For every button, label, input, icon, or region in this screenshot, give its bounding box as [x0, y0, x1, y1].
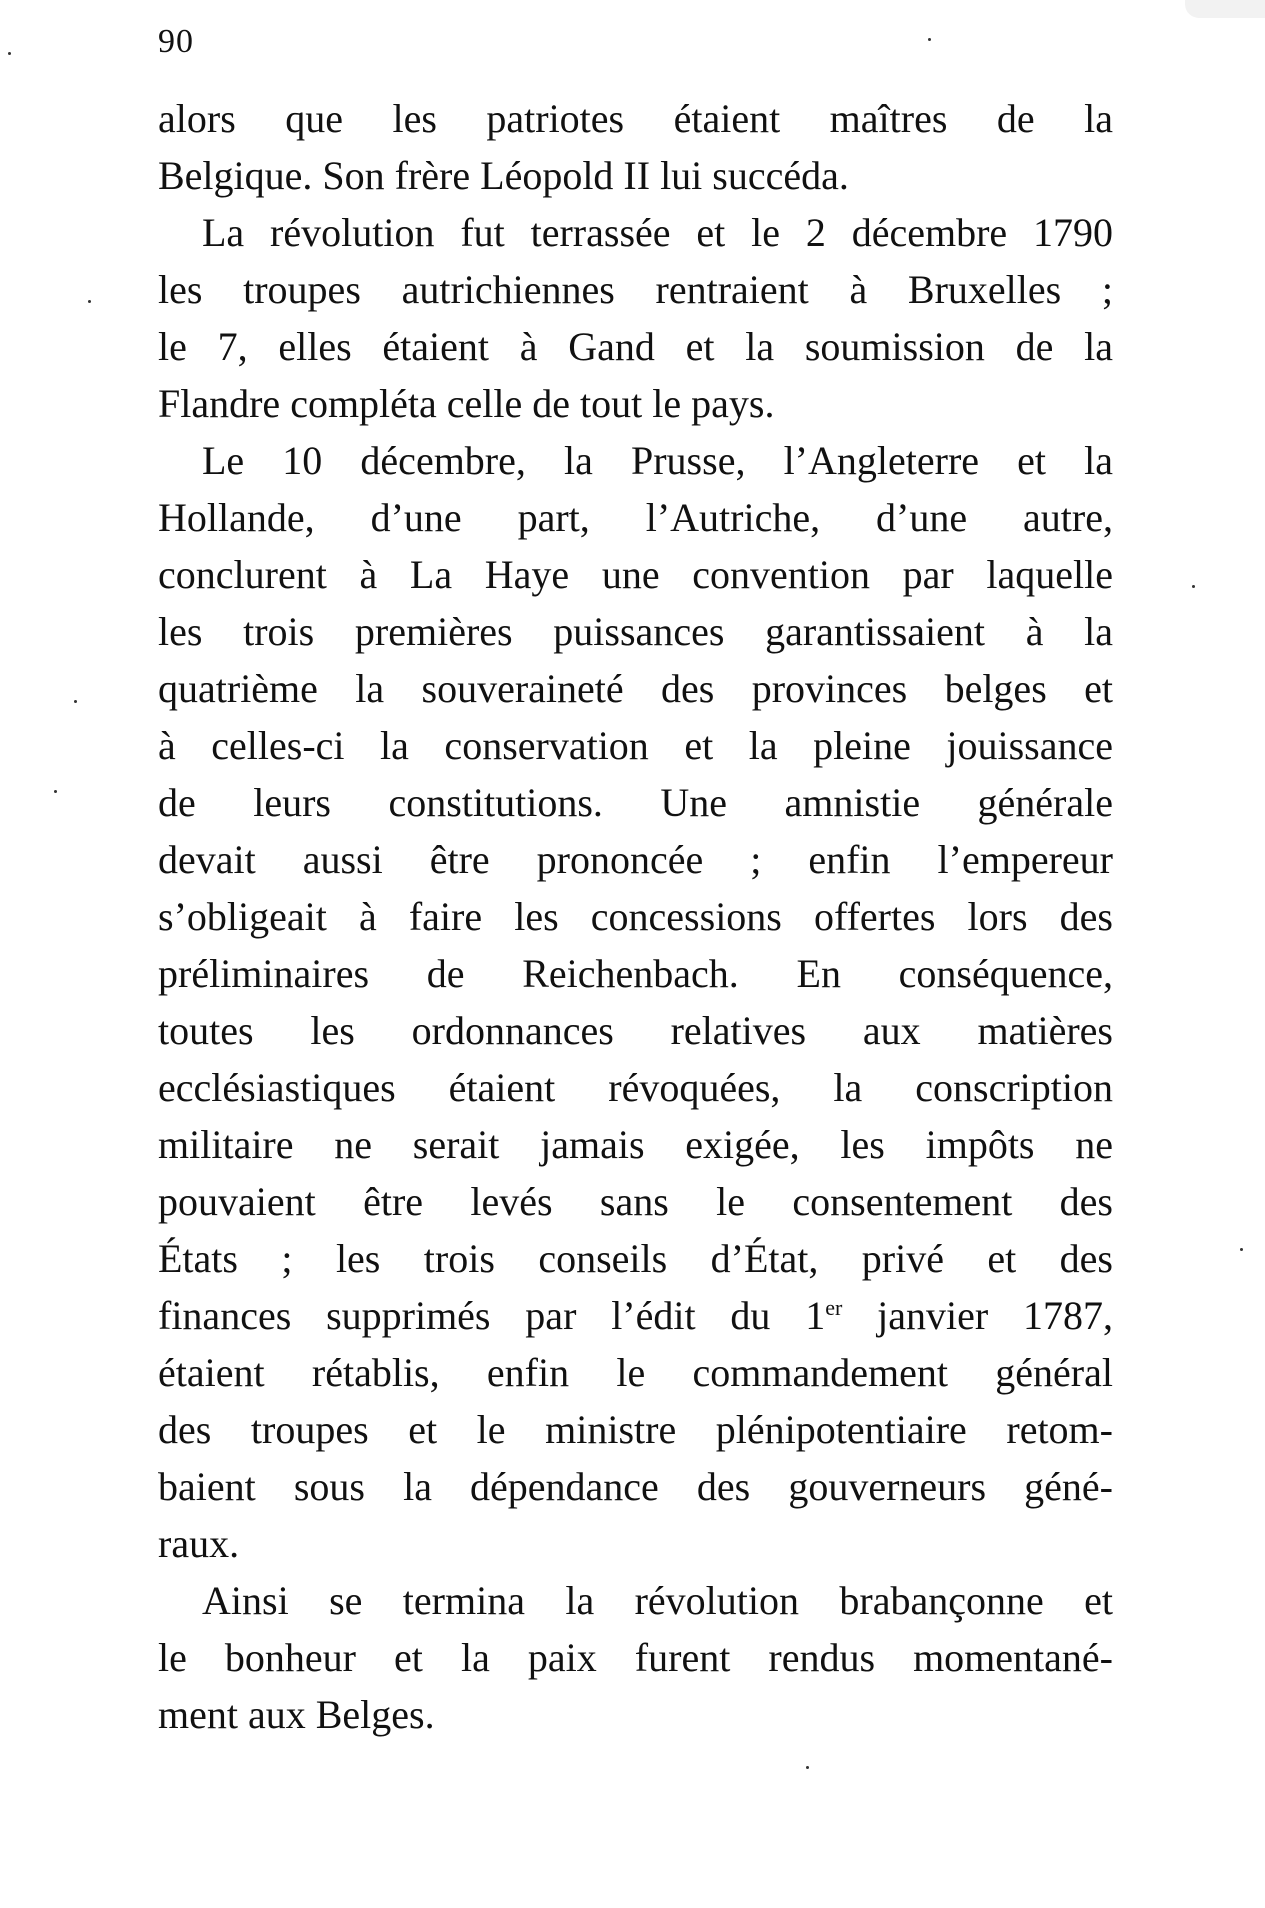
- text-line: raux.: [158, 1521, 240, 1566]
- paragraph-3: [158, 432, 1113, 1572]
- paragraph-4: [158, 1572, 1113, 1743]
- paragraph-1: [158, 90, 1113, 204]
- text-line: Le 10 décembre, la Prusse, l’Angleterre et la: [202, 438, 1113, 483]
- scan-speck: [8, 52, 11, 55]
- text-line: le 7, elles étaient à Gand et la soumission de la: [158, 324, 1113, 369]
- scan-speck: [928, 38, 931, 41]
- text-line: La révolution fut terrassée et le 2 décembre 1790: [202, 210, 1113, 255]
- paragraph-2: [158, 204, 1113, 432]
- text-line: conclurent à La Haye une convention par laquelle: [158, 552, 1113, 597]
- text-line: les troupes autrichiennes rentraient à Bruxelles ;: [158, 267, 1113, 312]
- text-line: étaient rétablis, enfin le commandement général: [158, 1350, 1113, 1395]
- text-line: toutes les ordonnances relatives aux matières: [158, 1008, 1113, 1053]
- scan-speck: [54, 790, 57, 793]
- text-line: quatrième la souveraineté des provinces belges et: [158, 666, 1113, 711]
- superscript: er: [825, 1295, 843, 1320]
- text-line: militaire ne serait jamais exigée, les impôts ne: [158, 1122, 1113, 1167]
- text-segment: finances supprimés par l’édit du 1: [158, 1293, 826, 1338]
- scan-speck: [74, 700, 77, 703]
- text-line: États ; les trois conseils d’État, privé et des: [158, 1236, 1113, 1281]
- scan-speck: [806, 1766, 809, 1769]
- text-line: Flandre compléta celle de tout le pays.: [158, 381, 775, 426]
- scan-speck: [1240, 1248, 1243, 1251]
- scan-speck: [1192, 585, 1195, 588]
- page-number: 90: [158, 23, 194, 60]
- text-line: devait aussi être prononcée ; enfin l’empereur: [158, 837, 1113, 882]
- text-line: préliminaires de Reichenbach. En conséquence,: [158, 951, 1113, 996]
- text-line: de leurs constitutions. Une amnistie générale: [158, 780, 1113, 825]
- text-line-with-superscript: [158, 1287, 1113, 1344]
- text-line: Belgique. Son frère Léopold II lui succéda.: [158, 153, 849, 198]
- body-text: [158, 90, 1113, 1743]
- text-line: des troupes et le ministre plénipotentiaire retom-: [158, 1407, 1113, 1452]
- text-line: baient sous la dépendance des gouverneurs géné-: [158, 1464, 1113, 1509]
- text-line: Ainsi se termina la révolution brabançonne et: [202, 1578, 1113, 1623]
- text-line: Hollande, d’une part, l’Autriche, d’une autre,: [158, 495, 1113, 540]
- text-line: ecclésiastiques étaient révoquées, la conscription: [158, 1065, 1113, 1110]
- text-line: alors que les patriotes étaient maîtres de la: [158, 96, 1113, 141]
- text-line: le bonheur et la paix furent rendus momentané-: [158, 1635, 1113, 1680]
- text-line: s’obligeait à faire les concessions offertes lors des: [158, 894, 1113, 939]
- text-line: les trois premières puissances garantissaient à la: [158, 609, 1113, 654]
- corner-shade: [1185, 0, 1265, 18]
- text-line: pouvaient être levés sans le consentement des: [158, 1179, 1113, 1224]
- text-segment: janvier 1787,: [842, 1293, 1113, 1338]
- text-line: ment aux Belges.: [158, 1692, 435, 1737]
- scan-speck: [88, 300, 91, 303]
- text-line: à celles-ci la conservation et la pleine jouissance: [158, 723, 1113, 768]
